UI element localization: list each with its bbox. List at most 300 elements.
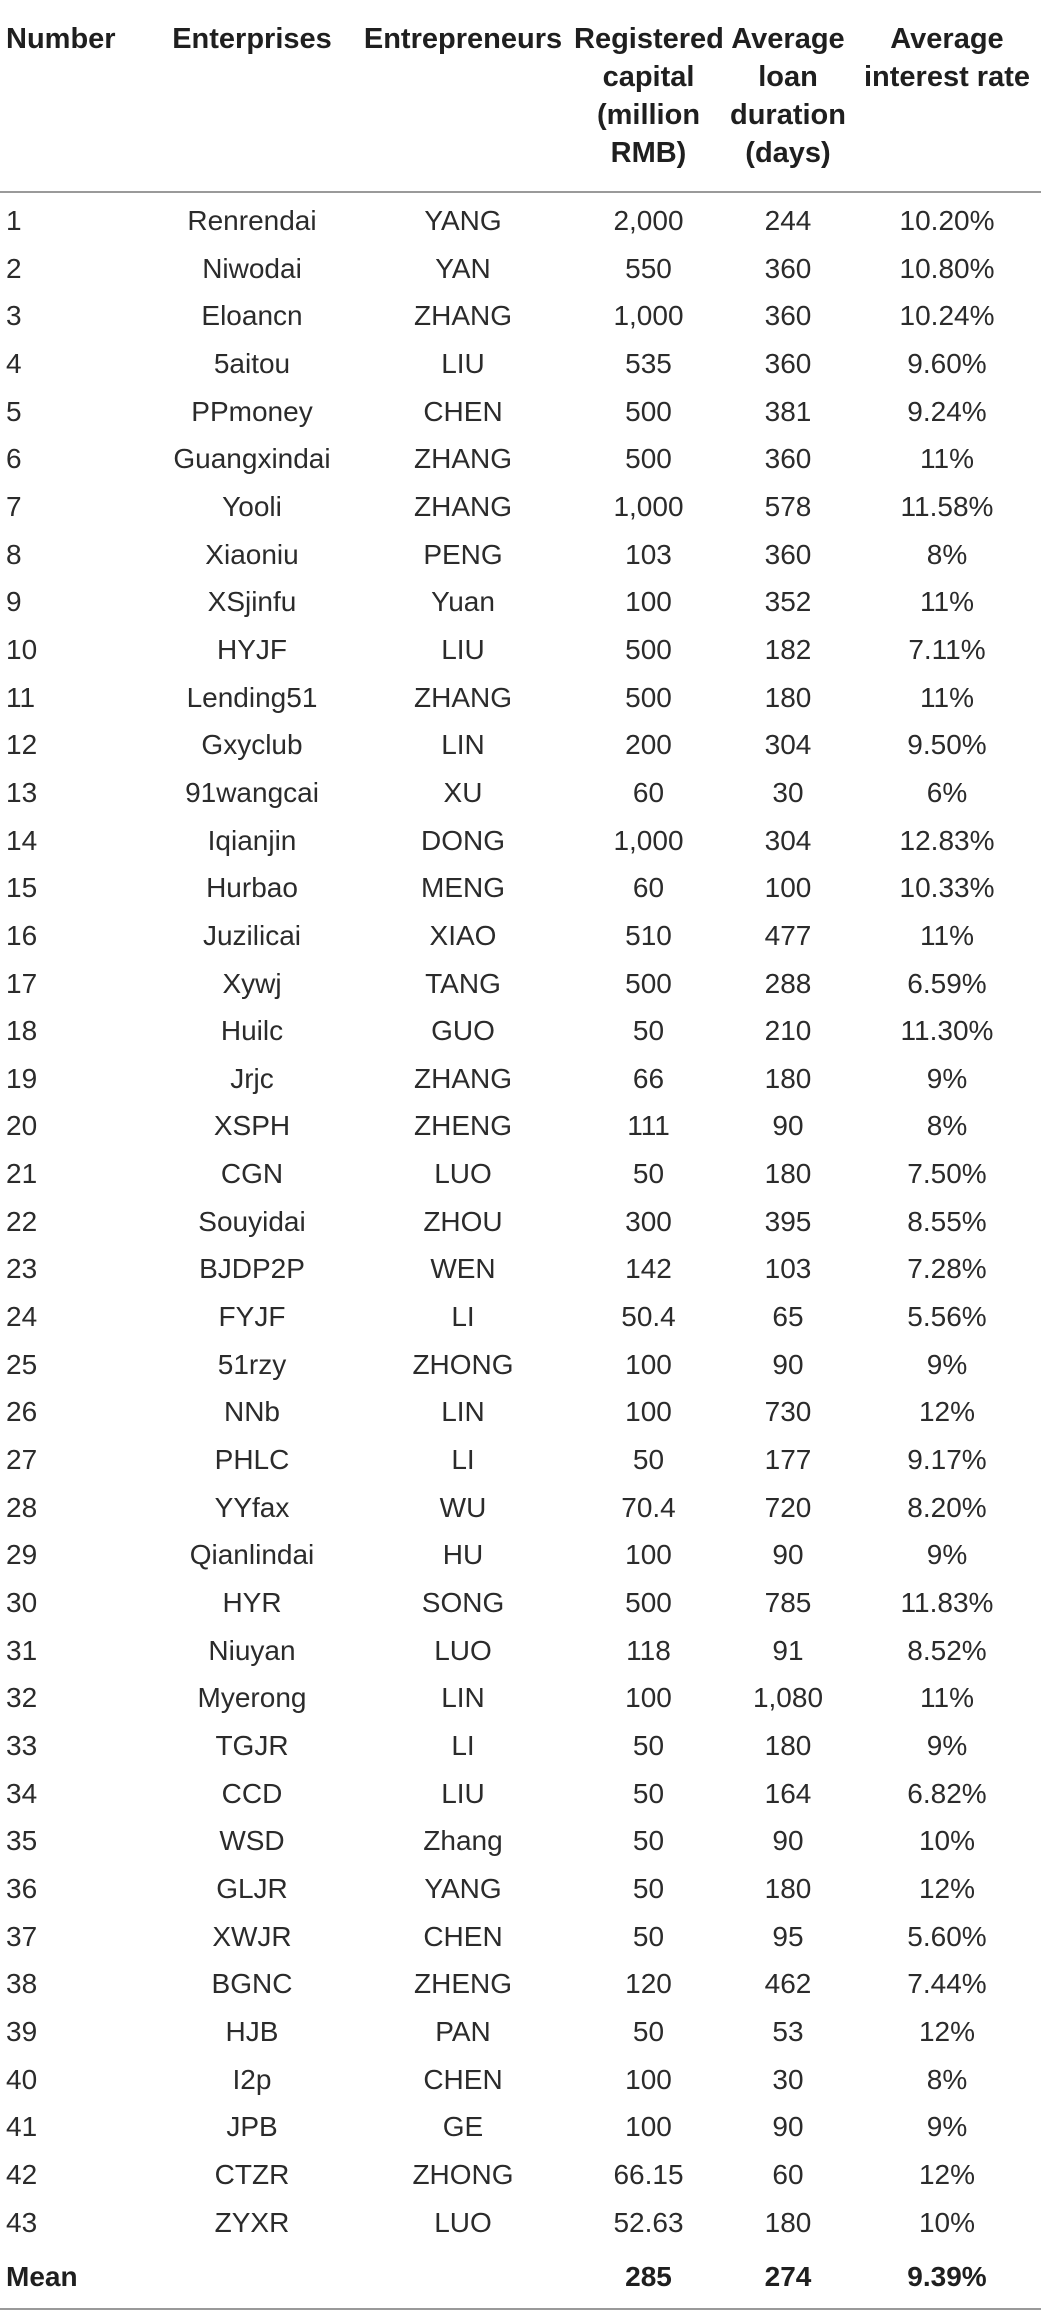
cell-loan-duration: 210 bbox=[764, 1015, 812, 1047]
cell-loan-duration: 90 bbox=[772, 2111, 804, 2143]
cell-enterprise: HYR bbox=[222, 1587, 282, 1619]
cell-number: 10 bbox=[6, 633, 38, 665]
cell-registered-capital: 50 bbox=[632, 1920, 665, 1952]
cell-interest-rate: 8% bbox=[926, 1110, 968, 1142]
cell-number: 15 bbox=[6, 872, 38, 904]
mean-registered-capital: 285 bbox=[574, 2246, 723, 2309]
cell-registered-capital: 2,000 bbox=[613, 205, 684, 236]
cell-enterprise: XSPH bbox=[213, 1110, 291, 1142]
cell-enterprise: YYfax bbox=[214, 1491, 290, 1523]
cell-enterprise: XWJR bbox=[212, 1920, 292, 1952]
cell-registered-capital: 60 bbox=[632, 872, 665, 904]
cell-enterprise: WSD bbox=[219, 1825, 285, 1857]
cell-entrepreneur: LIU bbox=[441, 347, 485, 379]
cell-entrepreneur: YANG bbox=[424, 1872, 502, 1904]
cell-interest-rate: 12% bbox=[918, 1872, 976, 1904]
table-row bbox=[0, 2056, 1041, 2104]
cell-number: 35 bbox=[6, 1825, 38, 1857]
cell-interest-rate: 11% bbox=[920, 681, 974, 713]
cell-interest-rate: 10.24% bbox=[899, 300, 995, 332]
cell-interest-rate: 9% bbox=[926, 2111, 968, 2143]
cell-number: 6 bbox=[6, 443, 22, 475]
cell-loan-duration: 730 bbox=[764, 1396, 812, 1428]
cell-number: 25 bbox=[6, 1348, 38, 1380]
cell-enterprise: Yooli bbox=[222, 490, 282, 522]
cell-entrepreneur: ZHANG bbox=[414, 443, 512, 475]
cell-registered-capital: 100 bbox=[625, 1682, 672, 1714]
mean-entrepreneurs bbox=[352, 2246, 574, 2309]
cell-loan-duration: 164 bbox=[764, 1777, 812, 1809]
table-row bbox=[0, 912, 1041, 960]
table-row bbox=[0, 531, 1041, 579]
table-row bbox=[0, 2151, 1041, 2199]
cell-enterprise: Niwodai bbox=[202, 252, 302, 284]
table-row bbox=[0, 1579, 1041, 1627]
table-row bbox=[0, 340, 1041, 388]
cell-entrepreneur: YANG bbox=[424, 205, 502, 236]
cell-enterprise: TGJR bbox=[215, 1730, 289, 1761]
cell-number: 32 bbox=[6, 1682, 38, 1714]
cell-registered-capital: 103 bbox=[625, 538, 672, 570]
table-row bbox=[0, 1674, 1041, 1722]
mean-loan-duration: 274 bbox=[723, 2246, 853, 2309]
cell-enterprise: FYJF bbox=[218, 1301, 286, 1333]
header-average-loan-duration: Average loan duration (days) bbox=[723, 0, 853, 192]
cell-interest-rate: 8.55% bbox=[907, 1205, 987, 1237]
cell-entrepreneur: Zhang bbox=[423, 1825, 503, 1857]
cell-interest-rate: 11% bbox=[920, 443, 974, 475]
cell-interest-rate: 10% bbox=[918, 1825, 976, 1857]
cell-number: 9 bbox=[6, 586, 22, 618]
mean-enterprises bbox=[152, 2246, 352, 2309]
cell-registered-capital: 500 bbox=[625, 1587, 672, 1619]
cell-registered-capital: 100 bbox=[625, 1539, 672, 1571]
cell-number: 20 bbox=[6, 1110, 38, 1142]
cell-loan-duration: 180 bbox=[764, 1062, 812, 1094]
cell-entrepreneur: LUO bbox=[434, 2206, 492, 2238]
cell-loan-duration: 180 bbox=[764, 1872, 812, 1904]
cell-entrepreneur: ZHANG bbox=[414, 1062, 512, 1094]
header-entrepreneurs: Entrepreneurs bbox=[352, 0, 574, 192]
cell-enterprise: CTZR bbox=[214, 2158, 290, 2190]
cell-entrepreneur: LUO bbox=[434, 1634, 492, 1666]
cell-number: 33 bbox=[6, 1730, 38, 1761]
table-row bbox=[0, 2008, 1041, 2056]
cell-enterprise: 91wangcai bbox=[185, 776, 319, 808]
cell-interest-rate: 11% bbox=[920, 919, 974, 951]
cell-enterprise: BGNC bbox=[211, 1968, 293, 2000]
cell-number: 3 bbox=[6, 300, 22, 332]
mean-label: Mean bbox=[0, 2246, 152, 2309]
cell-entrepreneur: WU bbox=[439, 1491, 487, 1523]
cell-entrepreneur: XU bbox=[443, 776, 483, 808]
cell-registered-capital: 120 bbox=[625, 1968, 672, 2000]
cell-registered-capital: 50.4 bbox=[621, 1301, 676, 1333]
cell-entrepreneur: ZHANG bbox=[414, 300, 512, 332]
cell-interest-rate: 11% bbox=[920, 1682, 974, 1714]
table-row bbox=[0, 192, 1041, 245]
cell-registered-capital: 50 bbox=[632, 1158, 665, 1190]
mean-interest-rate: 9.39% bbox=[853, 2246, 1041, 2309]
table-row bbox=[0, 1913, 1041, 1961]
cell-registered-capital: 111 bbox=[627, 1110, 670, 1142]
cell-number: 27 bbox=[6, 1444, 38, 1476]
cell-interest-rate: 8.20% bbox=[907, 1491, 987, 1523]
cell-registered-capital: 60 bbox=[632, 776, 665, 808]
cell-loan-duration: 395 bbox=[764, 1205, 812, 1237]
table-footer bbox=[0, 2246, 1041, 2309]
cell-loan-duration: 65 bbox=[772, 1301, 804, 1333]
cell-enterprise: Iqianjin bbox=[207, 824, 297, 856]
header-row bbox=[0, 0, 1041, 192]
cell-loan-duration: 91 bbox=[772, 1634, 804, 1666]
cell-number: 37 bbox=[6, 1920, 38, 1952]
cell-registered-capital: 1,000 bbox=[613, 490, 684, 522]
cell-enterprise: Gxyclub bbox=[201, 729, 303, 761]
cell-loan-duration: 180 bbox=[764, 2206, 812, 2238]
cell-interest-rate: 10.80% bbox=[899, 252, 995, 284]
cell-entrepreneur: ZHANG bbox=[414, 681, 512, 713]
cell-interest-rate: 11.58% bbox=[900, 490, 994, 522]
cell-entrepreneur: LIU bbox=[441, 633, 485, 665]
cell-enterprise: HYJF bbox=[217, 633, 287, 665]
table-row bbox=[0, 388, 1041, 436]
cell-interest-rate: 9.24% bbox=[907, 395, 987, 427]
cell-interest-rate: 5.60% bbox=[907, 1920, 987, 1952]
cell-entrepreneur: LIN bbox=[441, 729, 485, 761]
table-row bbox=[0, 1150, 1041, 1198]
cell-entrepreneur: PENG bbox=[423, 538, 503, 570]
cell-number: 26 bbox=[6, 1396, 38, 1428]
cell-entrepreneur: YAN bbox=[435, 252, 491, 284]
table-row bbox=[0, 1484, 1041, 1532]
cell-registered-capital: 100 bbox=[625, 1396, 672, 1428]
cell-registered-capital: 100 bbox=[625, 1348, 672, 1380]
table-row bbox=[0, 1007, 1041, 1055]
cell-loan-duration: 90 bbox=[772, 1825, 804, 1857]
cell-number: 13 bbox=[6, 776, 38, 808]
cell-interest-rate: 5.56% bbox=[907, 1301, 987, 1333]
cell-interest-rate: 9% bbox=[926, 1062, 968, 1094]
cell-entrepreneur: LUO bbox=[434, 1158, 492, 1190]
cell-interest-rate: 7.28% bbox=[907, 1253, 987, 1285]
cell-interest-rate: 12% bbox=[918, 2158, 976, 2190]
cell-entrepreneur: GUO bbox=[431, 1015, 495, 1047]
cell-number: 34 bbox=[6, 1777, 38, 1809]
cell-loan-duration: 381 bbox=[764, 395, 812, 427]
cell-registered-capital: 142 bbox=[625, 1253, 672, 1285]
cell-enterprise: PHLC bbox=[214, 1444, 290, 1476]
cell-loan-duration: 288 bbox=[764, 967, 812, 999]
cell-enterprise: I2p bbox=[232, 2063, 272, 2095]
cell-number: 8 bbox=[6, 538, 22, 570]
cell-enterprise: Niuyan bbox=[208, 1634, 296, 1666]
table-row bbox=[0, 1198, 1041, 1246]
cell-loan-duration: 1,080 bbox=[752, 1682, 824, 1714]
cell-loan-duration: 95 bbox=[772, 1920, 804, 1952]
cell-interest-rate: 9.50% bbox=[907, 729, 987, 761]
cell-entrepreneur: CHEN bbox=[423, 1920, 503, 1952]
cell-enterprise: PPmoney bbox=[191, 395, 313, 427]
cell-entrepreneur: ZHENG bbox=[414, 1110, 512, 1142]
cell-loan-duration: 462 bbox=[764, 1968, 812, 2000]
cell-enterprise: Hurbao bbox=[206, 872, 298, 904]
cell-number: 12 bbox=[6, 729, 38, 761]
cell-number: 36 bbox=[6, 1872, 38, 1904]
cell-loan-duration: 177 bbox=[764, 1444, 812, 1476]
table-body bbox=[0, 192, 1041, 2246]
cell-interest-rate: 6.59% bbox=[907, 967, 987, 999]
header-average-interest-rate: Average interest rate bbox=[853, 0, 1041, 192]
cell-interest-rate: 7.11% bbox=[908, 633, 986, 665]
cell-entrepreneur: MENG bbox=[421, 872, 505, 904]
cell-entrepreneur: TANG bbox=[425, 967, 501, 999]
table-row bbox=[0, 2199, 1041, 2247]
cell-loan-duration: 360 bbox=[764, 300, 812, 332]
cell-interest-rate: 6% bbox=[926, 776, 968, 808]
cell-interest-rate: 8% bbox=[926, 2063, 968, 2095]
cell-registered-capital: 50 bbox=[632, 1777, 665, 1809]
cell-entrepreneur: ZHOU bbox=[423, 1205, 503, 1237]
table-row bbox=[0, 1388, 1041, 1436]
cell-enterprise: BJDP2P bbox=[199, 1253, 305, 1285]
cell-entrepreneur: LI bbox=[451, 1444, 475, 1476]
table-row bbox=[0, 292, 1041, 340]
cell-number: 31 bbox=[6, 1634, 38, 1666]
header-number: Number bbox=[0, 0, 152, 192]
cell-number: 23 bbox=[6, 1253, 38, 1285]
cell-enterprise: GLJR bbox=[216, 1872, 288, 1904]
cell-registered-capital: 100 bbox=[625, 2063, 672, 2095]
cell-registered-capital: 100 bbox=[625, 2111, 672, 2143]
cell-number: 7 bbox=[6, 490, 22, 522]
cell-entrepreneur: HU bbox=[442, 1539, 484, 1571]
cell-interest-rate: 10.33% bbox=[899, 872, 995, 904]
table-row bbox=[0, 960, 1041, 1008]
cell-enterprise: Juzilicai bbox=[202, 919, 302, 951]
table-row bbox=[0, 1627, 1041, 1675]
cell-number: 16 bbox=[6, 919, 38, 951]
cell-number: 29 bbox=[6, 1539, 38, 1571]
cell-entrepreneur: Yuan bbox=[431, 586, 495, 618]
cell-enterprise: Souyidai bbox=[198, 1205, 306, 1237]
table-row bbox=[0, 626, 1041, 674]
header-enterprises: Enterprises bbox=[152, 0, 352, 192]
cell-registered-capital: 500 bbox=[625, 681, 672, 713]
cell-number: 18 bbox=[6, 1015, 38, 1047]
cell-loan-duration: 360 bbox=[764, 252, 812, 284]
cell-interest-rate: 10.20% bbox=[899, 205, 995, 236]
table-row bbox=[0, 483, 1041, 531]
cell-entrepreneur: ZHONG bbox=[412, 2158, 514, 2190]
cell-interest-rate: 7.50% bbox=[907, 1158, 987, 1190]
cell-registered-capital: 50 bbox=[632, 1444, 665, 1476]
mean-row bbox=[0, 2246, 1041, 2309]
cell-registered-capital: 118 bbox=[626, 1634, 671, 1666]
table-row bbox=[0, 1817, 1041, 1865]
cell-registered-capital: 66.15 bbox=[613, 2158, 684, 2190]
cell-entrepreneur: LIN bbox=[441, 1396, 485, 1428]
table-row bbox=[0, 674, 1041, 722]
cell-number: 5 bbox=[6, 395, 22, 427]
cell-number: 14 bbox=[6, 824, 38, 856]
cell-interest-rate: 6.82% bbox=[907, 1777, 987, 1809]
cell-loan-duration: 180 bbox=[764, 1158, 812, 1190]
cell-registered-capital: 200 bbox=[625, 729, 672, 761]
cell-loan-duration: 100 bbox=[764, 872, 812, 904]
cell-enterprise: CCD bbox=[221, 1777, 283, 1809]
cell-loan-duration: 53 bbox=[772, 2015, 804, 2047]
cell-loan-duration: 180 bbox=[764, 1730, 812, 1761]
cell-registered-capital: 66 bbox=[632, 1062, 665, 1094]
cell-interest-rate: 9.17% bbox=[907, 1444, 987, 1476]
cell-number: 4 bbox=[6, 347, 22, 379]
cell-loan-duration: 90 bbox=[772, 1539, 804, 1571]
cell-loan-duration: 578 bbox=[764, 490, 812, 522]
cell-loan-duration: 304 bbox=[764, 729, 812, 761]
cell-number: 24 bbox=[6, 1301, 38, 1333]
cell-interest-rate: 8% bbox=[926, 538, 968, 570]
cell-loan-duration: 244 bbox=[764, 205, 812, 236]
table-header bbox=[0, 0, 1041, 192]
cell-registered-capital: 1,000 bbox=[613, 824, 684, 856]
cell-interest-rate: 11.30% bbox=[900, 1015, 994, 1047]
cell-entrepreneur: DONG bbox=[421, 824, 505, 856]
cell-entrepreneur: LIU bbox=[441, 1777, 485, 1809]
cell-loan-duration: 360 bbox=[764, 538, 812, 570]
cell-enterprise: Guangxindai bbox=[173, 443, 331, 475]
cell-interest-rate: 9% bbox=[926, 1539, 968, 1571]
cell-registered-capital: 535 bbox=[625, 347, 672, 379]
cell-enterprise: HJB bbox=[225, 2015, 279, 2047]
table-row bbox=[0, 1341, 1041, 1389]
cell-enterprise: Eloancn bbox=[201, 300, 303, 332]
cell-loan-duration: 30 bbox=[772, 2063, 804, 2095]
cell-loan-duration: 60 bbox=[772, 2158, 804, 2190]
cell-entrepreneur: XIAO bbox=[429, 919, 497, 951]
cell-loan-duration: 720 bbox=[764, 1491, 812, 1523]
table-row bbox=[0, 1055, 1041, 1103]
cell-interest-rate: 12.83% bbox=[899, 824, 995, 856]
cell-enterprise: Renrendai bbox=[187, 205, 317, 236]
cell-loan-duration: 30 bbox=[772, 776, 804, 808]
table-row bbox=[0, 1436, 1041, 1484]
cell-entrepreneur: WEN bbox=[430, 1253, 496, 1285]
cell-enterprise: 51rzy bbox=[217, 1348, 287, 1380]
cell-number: 2 bbox=[6, 252, 22, 284]
cell-registered-capital: 300 bbox=[625, 1205, 672, 1237]
cell-number: 11 bbox=[6, 681, 36, 713]
cell-registered-capital: 100 bbox=[625, 586, 672, 618]
cell-entrepreneur: LIN bbox=[441, 1682, 485, 1714]
cell-loan-duration: 180 bbox=[764, 681, 812, 713]
cell-registered-capital: 50 bbox=[632, 1825, 665, 1857]
table-row bbox=[0, 864, 1041, 912]
cell-number: 43 bbox=[6, 2206, 38, 2238]
cell-loan-duration: 477 bbox=[764, 919, 812, 951]
cell-number: 22 bbox=[6, 1205, 38, 1237]
cell-interest-rate: 7.44% bbox=[907, 1968, 987, 2000]
cell-registered-capital: 50 bbox=[632, 2015, 665, 2047]
cell-entrepreneur: PAN bbox=[435, 2015, 491, 2047]
cell-entrepreneur: LI bbox=[451, 1730, 475, 1761]
table-row bbox=[0, 578, 1041, 626]
cell-number: 40 bbox=[6, 2063, 38, 2095]
cell-entrepreneur: GE bbox=[442, 2111, 484, 2143]
table-row bbox=[0, 1531, 1041, 1579]
cell-entrepreneur: SONG bbox=[421, 1587, 505, 1619]
cell-interest-rate: 8.52% bbox=[907, 1634, 987, 1666]
cell-interest-rate: 9% bbox=[926, 1348, 968, 1380]
cell-registered-capital: 500 bbox=[625, 967, 672, 999]
table-row bbox=[0, 1960, 1041, 2008]
cell-entrepreneur: CHEN bbox=[423, 395, 503, 427]
cell-registered-capital: 500 bbox=[625, 633, 672, 665]
table-row bbox=[0, 1245, 1041, 1293]
cell-registered-capital: 1,000 bbox=[613, 300, 684, 332]
cell-entrepreneur: LI bbox=[451, 1301, 475, 1333]
cell-registered-capital: 550 bbox=[625, 252, 672, 284]
cell-enterprise: Myerong bbox=[197, 1682, 307, 1714]
cell-loan-duration: 90 bbox=[772, 1348, 804, 1380]
cell-enterprise: Xywj bbox=[222, 967, 282, 999]
cell-loan-duration: 785 bbox=[764, 1587, 812, 1619]
cell-number: 30 bbox=[6, 1587, 38, 1619]
table-row bbox=[0, 1722, 1041, 1770]
table-row bbox=[0, 1102, 1041, 1150]
cell-number: 1 bbox=[6, 205, 22, 236]
cell-registered-capital: 52.63 bbox=[613, 2206, 684, 2238]
cell-number: 21 bbox=[6, 1158, 38, 1190]
cell-registered-capital: 500 bbox=[625, 443, 672, 475]
cell-enterprise: Qianlindai bbox=[189, 1539, 315, 1571]
cell-interest-rate: 11.83% bbox=[900, 1587, 994, 1619]
cell-entrepreneur: CHEN bbox=[423, 2063, 503, 2095]
cell-loan-duration: 360 bbox=[764, 443, 812, 475]
cell-registered-capital: 50 bbox=[632, 1015, 665, 1047]
cell-enterprise: NNb bbox=[223, 1396, 280, 1428]
cell-enterprise: JPB bbox=[226, 2111, 278, 2143]
table-row bbox=[0, 245, 1041, 293]
cell-loan-duration: 103 bbox=[764, 1253, 812, 1285]
cell-loan-duration: 360 bbox=[764, 347, 812, 379]
cell-enterprise: Xiaoniu bbox=[205, 538, 299, 570]
table-row bbox=[0, 1865, 1041, 1913]
table-row bbox=[0, 769, 1041, 817]
cell-enterprise: CGN bbox=[220, 1158, 284, 1190]
table-row bbox=[0, 817, 1041, 865]
cell-entrepreneur: ZHENG bbox=[414, 1968, 512, 2000]
cell-enterprise: Jrjc bbox=[230, 1062, 274, 1094]
cell-registered-capital: 50 bbox=[632, 1872, 665, 1904]
cell-interest-rate: 10% bbox=[918, 2206, 976, 2238]
cell-number: 41 bbox=[6, 2111, 38, 2143]
cell-enterprise: 5aitou bbox=[213, 347, 291, 379]
table-row bbox=[0, 2103, 1041, 2151]
cell-loan-duration: 304 bbox=[764, 824, 812, 856]
cell-number: 17 bbox=[6, 967, 38, 999]
cell-entrepreneur: ZHANG bbox=[414, 490, 512, 522]
table-row bbox=[0, 1293, 1041, 1341]
cell-interest-rate: 12% bbox=[918, 1396, 976, 1428]
cell-loan-duration: 90 bbox=[772, 1110, 804, 1142]
cell-enterprise: Lending51 bbox=[186, 681, 318, 713]
cell-loan-duration: 182 bbox=[764, 633, 812, 665]
cell-entrepreneur: ZHONG bbox=[412, 1348, 514, 1380]
cell-number: 19 bbox=[6, 1062, 38, 1094]
header-registered-capital: Registered capital (million RMB) bbox=[574, 0, 723, 192]
cell-enterprise: Huilc bbox=[220, 1015, 284, 1047]
